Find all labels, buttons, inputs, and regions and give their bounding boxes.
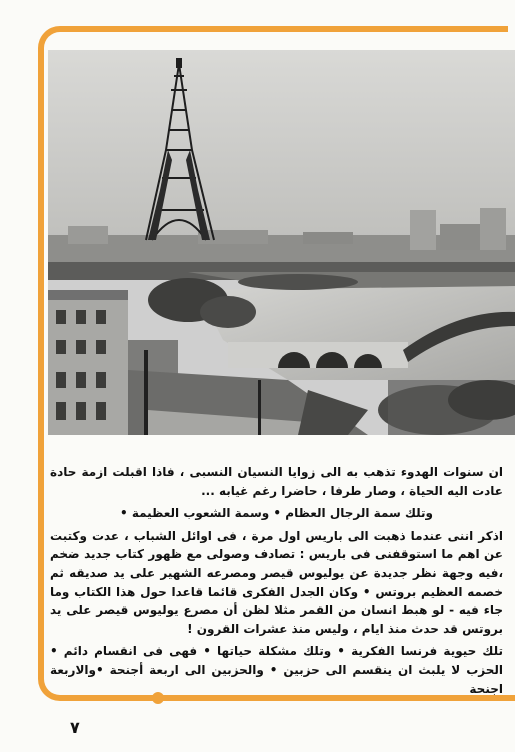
article-paragraph-3: اذكر اننى عندما ذهبت الى باريس اول مرة ، فى اوائل الشباب ، عدت وكتبت عن اهم ما استوقفنى فى باريس : تصادف وصولى مع ظهور كتاب جديد ضخم ،فيه وجهة نظر جديدة عن يوليوس قيصر ومصرعه الشهير على يد صديقه ثم خصمه العظيم بروتس • وكان الجدل الفكرى قائما قاعدا حول هذا الكتاب وما جاء فيه - لو هبط انسان من القمر مثلا لظن أن مصرع يوليوس قيصر على يد بروتس قد حدث منذ ايام ، وليس منذ عشرات القرون ! bbox=[50, 528, 503, 636]
article-paragraph-4: تلك حيوية فرنسا الفكرية • وتلك مشكلة حياتها • فهى فى انقسام دائم • الحزب لا يلبث ان ينقسم الى حزبين • والحزبين الى اربعة أجنحة •والاربعة اجنحة bbox=[50, 644, 503, 696]
article-paragraph-1: ان سنوات الهدوء تذهب به الى زوايا النسيان النسبى ، فاذا اقبلت ازمة حادة عادت اليه الحياة ، وصار طرفا ، حاضرا رغم غيابه ... bbox=[50, 465, 503, 498]
page-number: ٧ bbox=[70, 718, 80, 737]
article-text bbox=[50, 463, 503, 702]
paris-eiffel-tower-photo bbox=[48, 50, 515, 435]
article-paragraph-2: وتلك سمة الرجال العظام • وسمة الشعوب العظيمة • bbox=[119, 506, 434, 521]
